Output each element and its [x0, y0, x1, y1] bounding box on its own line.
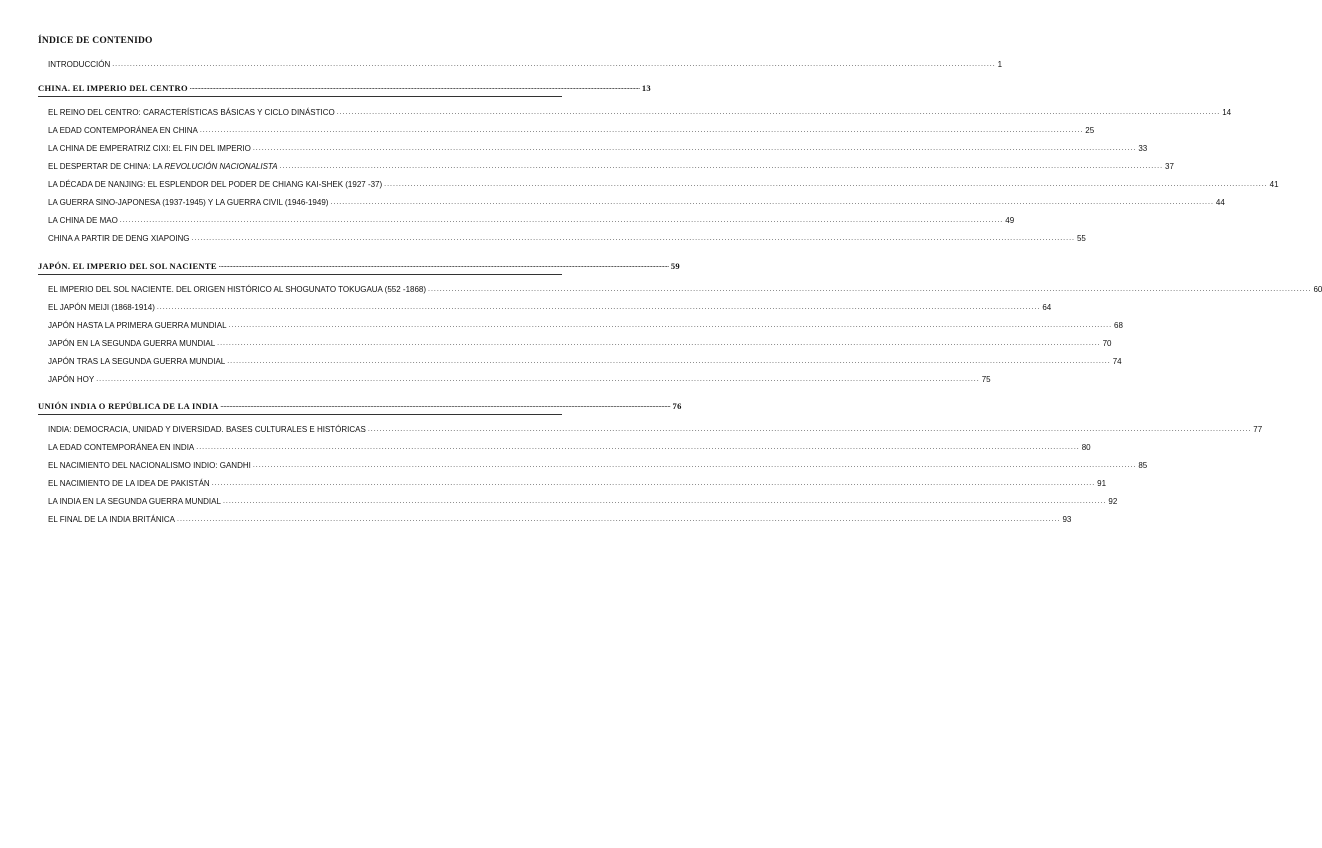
- toc-entry[interactable]: [48, 215, 1015, 227]
- toc-entry-page: 41: [1269, 180, 1279, 189]
- toc-entry-label: EL FINAL DE LA INDIA BRITÁNICA: [48, 515, 175, 524]
- toc-entry-label: INTRODUCCIÓN: [48, 60, 111, 69]
- toc-entry-label: EL JAPÓN MEIJI (1868-1914): [48, 303, 155, 312]
- toc-entry[interactable]: [48, 302, 1052, 314]
- toc-entry[interactable]: [48, 161, 1174, 173]
- toc-entry-label: CHINA A PARTIR DE DENG XIAPOING: [48, 234, 190, 243]
- chapter-rule: [38, 274, 562, 275]
- toc-entry-page: 74: [1112, 357, 1122, 366]
- dot-leader: ............................................................................................................................................................................................................................................................................................................: [119, 217, 1004, 224]
- dot-leader: ............................................................................................................................................................................................................................................................................................................: [217, 340, 1101, 347]
- toc-entry-label: EL IMPERIO DEL SOL NACIENTE. DEL ORIGEN HISTÓRICO AL SHOGUNATO TOKUGAUA (552 -1868): [48, 285, 427, 294]
- toc-entry-label: JAPÓN HASTA LA PRIMERA GUERRA MUNDIAL: [48, 321, 227, 330]
- chapter-rule: [38, 96, 562, 97]
- toc-entry-page: 68: [1114, 321, 1123, 330]
- toc-entry[interactable]: [48, 460, 1148, 472]
- dot-leader: ............................................................................................................................................................................................................................................................................................................: [191, 235, 1075, 242]
- toc-chapter-label: JAPÓN. EL IMPERIO DEL SOL NACIENTE: [38, 261, 217, 271]
- dot-leader: ............................................................................................................................................................................................................................................................................................................: [279, 163, 1164, 170]
- toc-entry[interactable]: [48, 496, 1118, 508]
- toc-entry-page: 91: [1097, 479, 1107, 488]
- dot-leader: ............................................................................................................................................................................................................................................................................................................: [367, 426, 1252, 433]
- toc-entry-label: EL NACIMIENTO DEL NACIONALISMO INDIO: GANDHI: [48, 461, 251, 470]
- toc-entry-label: [48, 161, 278, 173]
- toc-entry-page: 85: [1138, 461, 1148, 470]
- toc-chapter-label: UNIÓN INDIA O REPÚBLICA DE LA INDIA: [38, 401, 219, 411]
- toc-entry[interactable]: [48, 514, 1072, 526]
- toc-entry-page: 1: [997, 60, 1003, 69]
- toc-chapter-page: 59: [670, 261, 680, 271]
- toc-entry-label: JAPÓN TRAS LA SEGUNDA GUERRA MUNDIAL: [48, 357, 226, 366]
- dot-leader: ............................................................................................................................................................................................................................................................................................................: [189, 85, 640, 91]
- toc-entry-label: JAPÓN HOY: [48, 375, 95, 384]
- toc-entry-page: 77: [1253, 425, 1263, 434]
- toc-entry[interactable]: [48, 107, 1232, 119]
- dot-leader: ............................................................................................................................................................................................................................................................................................................: [222, 498, 1107, 505]
- toc-chapter-page: 76: [672, 401, 682, 411]
- toc-entry-label: LA EDAD CONTEMPORÁNEA EN CHINA: [48, 126, 198, 135]
- toc-entry-page: 33: [1138, 144, 1148, 153]
- chapter-rule: [38, 414, 562, 415]
- toc-entry-page: 93: [1062, 515, 1072, 524]
- toc-chapter-japon[interactable]: [38, 260, 680, 272]
- toc-entry-label: LA INDIA EN LA SEGUNDA GUERRA MUNDIAL: [48, 497, 221, 506]
- toc-entry[interactable]: [48, 424, 1263, 436]
- toc-entry-page: 49: [1005, 216, 1015, 225]
- toc-entry-page: 25: [1085, 126, 1095, 135]
- toc-chapter-page: 13: [641, 83, 651, 93]
- toc-entry[interactable]: [48, 320, 1123, 332]
- toc-entry-label: INDIA: DEMOCRACIA, UNIDAD Y DIVERSIDAD. BASES CULTURALES E HISTÓRICAS: [48, 425, 366, 434]
- toc-entry-label: LA EDAD CONTEMPORÁNEA EN INDIA: [48, 443, 195, 452]
- toc-entry-page: 75: [981, 375, 991, 384]
- toc-entry[interactable]: [48, 478, 1107, 490]
- toc-entry-page: 70: [1102, 339, 1112, 348]
- toc-entry[interactable]: [48, 338, 1112, 350]
- dot-leader: ............................................................................................................................................................................................................................................................................................................: [336, 109, 1221, 116]
- dot-leader: ............................................................................................................................................................................................................................................................................................................: [384, 181, 1268, 188]
- toc-entry[interactable]: [48, 197, 1225, 209]
- toc-chapter-china[interactable]: [38, 82, 651, 94]
- toc-entry-label: LA DÉCADA DE NANJING: EL ESPLENDOR DEL PODER DE CHIANG KAI-SHEK (1927 -37): [48, 180, 383, 189]
- toc-entry-page: 64: [1042, 303, 1052, 312]
- toc-entry[interactable]: [48, 143, 1148, 155]
- dot-leader: ............................................................................................................................................................................................................................................................................................................: [218, 263, 669, 269]
- toc-entry-label: JAPÓN EN LA SEGUNDA GUERRA MUNDIAL: [48, 339, 216, 348]
- dot-leader: ............................................................................................................................................................................................................................................................................................................: [252, 462, 1137, 469]
- toc-entry-label: EL NACIMIENTO DE LA IDEA DE PAKISTÁN: [48, 479, 210, 488]
- toc-entry-page: 60: [1313, 285, 1322, 294]
- toc-entry-page: 55: [1076, 234, 1086, 243]
- dot-leader: ............................................................................................................................................................................................................................................................................................................: [428, 286, 1312, 293]
- toc-entry[interactable]: [48, 179, 1279, 191]
- dot-leader: ............................................................................................................................................................................................................................................................................................................: [96, 376, 980, 383]
- toc-entry-page: 44: [1215, 198, 1225, 207]
- toc-title: ÍNDICE DE CONTENIDO: [38, 36, 153, 46]
- toc-entry-label: LA CHINA DE MAO: [48, 216, 118, 225]
- toc-chapter-india[interactable]: [38, 400, 682, 412]
- dot-leader: ............................................................................................................................................................................................................................................................................................................: [220, 403, 671, 409]
- toc-entry-page: 37: [1165, 162, 1174, 171]
- toc-entry-page: 80: [1081, 443, 1091, 452]
- dot-leader: ............................................................................................................................................................................................................................................................................................................: [112, 61, 996, 68]
- toc-entry[interactable]: [48, 233, 1086, 245]
- toc-entry-label-prefix: EL DESPERTAR DE CHINA: LA: [48, 162, 165, 171]
- dot-leader: ............................................................................................................................................................................................................................................................................................................: [330, 199, 1214, 206]
- toc-entry-label-italic: REVOLUCIÓN NACIONALISTA: [164, 162, 278, 171]
- toc-entry-page: 92: [1108, 497, 1118, 506]
- toc-entry-introduccion[interactable]: [48, 59, 1003, 71]
- toc-entry-label: LA GUERRA SINO-JAPONESA (1937-1945) Y LA GUERRA CIVIL (1946-1949): [48, 198, 329, 207]
- toc-entry[interactable]: [48, 356, 1122, 368]
- toc-entry-page: 14: [1222, 108, 1232, 117]
- dot-leader: ............................................................................................................................................................................................................................................................................................................: [156, 304, 1041, 311]
- toc-entry[interactable]: [48, 442, 1091, 454]
- toc-entry[interactable]: [48, 284, 1322, 296]
- toc-entry[interactable]: [48, 125, 1095, 137]
- dot-leader: ............................................................................................................................................................................................................................................................................................................: [252, 145, 1137, 152]
- toc-chapter-label: CHINA. EL IMPERIO DEL CENTRO: [38, 83, 188, 93]
- toc-entry[interactable]: [48, 374, 991, 386]
- dot-leader: ............................................................................................................................................................................................................................................................................................................: [199, 127, 1084, 134]
- dot-leader: ............................................................................................................................................................................................................................................................................................................: [196, 444, 1080, 451]
- dot-leader: ............................................................................................................................................................................................................................................................................................................: [227, 358, 1111, 365]
- dot-leader: ............................................................................................................................................................................................................................................................................................................: [211, 480, 1096, 487]
- dot-leader: ............................................................................................................................................................................................................................................................................................................: [177, 516, 1061, 523]
- toc-entry-label: EL REINO DEL CENTRO: CARACTERÍSTICAS BÁSICAS Y CICLO DINÁSTICO: [48, 108, 335, 117]
- toc-entry-label: LA CHINA DE EMPERATRIZ CIXI: EL FIN DEL IMPERIO: [48, 144, 251, 153]
- dot-leader: ............................................................................................................................................................................................................................................................................................................: [228, 322, 1113, 329]
